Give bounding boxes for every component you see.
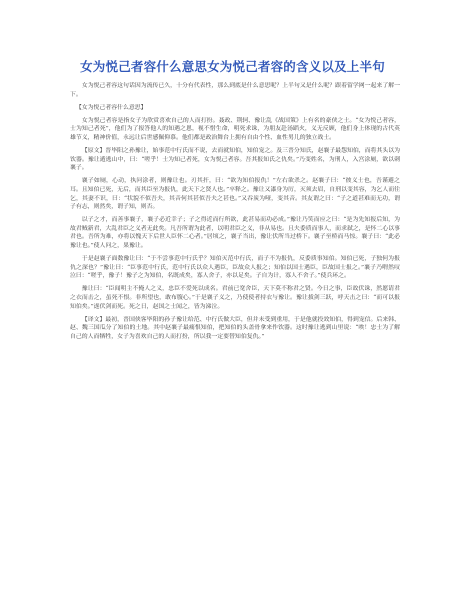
original-text-paragraph-5: 豫让曰：“臣闻明主不掩人之义，忠臣不爱死以成名。君前已宽舍臣，天下莫不称君之贤。今日之事，臣故伏诛，然愿请君之衣而击之，虽死不恨。非所望也，敢布腹心。”于是襄子义之，乃使使者持衣与豫让。豫让拔剑三跃，呼天击之曰：“而可以报知伯矣。”遂伏剑而死。死之日，赵国之士闻之，皆为涕泣。	[70, 286, 400, 310]
section-heading: 【女为悦己者容什么意思】	[75, 104, 147, 111]
meaning-paragraph: 女为悦己者容是指女子为欣赏喜欢自己的人而打扮。聂政、荆轲、豫让乱《战国策》上有名的豪侠之士。“女为悦己者容，士为知己者死”，他们为了报答他人的知遇之恩，视不惜生命，明死求诛，为朋友赴汤蹈火，义无反顾，他们身上体现的古代英雄节义，精神价值，永远让后世感佩仰慕。他们都是政治舞台上拥有自由个性、血性男儿的独立战士。	[70, 117, 400, 141]
original-text-paragraph-2: 襄子如厕，心动，执问涂者，则豫让也。刃其扞，曰：“欲为知伯报仇！”左右欲杀之。赵襄子曰：“彼义士也，吾谨避之耳。且知伯已死，无后，而其臣至为报仇，此天下之贤人也。”卒释之。豫让又漆身为厉，灭须去眉，自刑以变其容，为乞人而往乞，其妻不识，曰：“状貌不似吾夫，其音何其甚似吾夫之甚也。”又吞炭为哑，变其音。其友谓之曰：“子之道甚难而无功，谓子有志，则然矣，谓子知，则否。	[70, 178, 400, 211]
page-title: 女为悦己者容什么意思女为悦己者容的含义以及上半句	[80, 59, 385, 74]
original-text-paragraph-4: 于是赵襄子面数豫让曰：“于不尝事范中行氏乎？知伯灭范中行氏，而子不为报仇，反委质事知伯。知伯已死，子独何为报仇之深也？”豫让曰：“臣事范中行氏，范中行氏以众人遇臣，臣故众人报之；知伯以国士遇臣，臣故国士报之。”襄子乃喟然叹泣曰：“嗟乎，豫子！豫子之为知伯，名既成矣，寡人舍子，亦以足矣。子自为计，寡人不舍子。”使兵环之。	[70, 256, 400, 280]
intro-paragraph: 女为悦己者容这句话因为流传已久，十分有代表性，那么到底是什么意思呢？上半句又是什么呢？跟着留学网一起来了解一下。	[70, 83, 400, 98]
translation-paragraph: 【译文】最初，晋国侠客毕阳的孙子豫让给范、中行氏做大臣，但并未受到重用，于是他就投效知伯，得到宠信。后来韩、赵、魏三国瓜分了知伯的土地。其中赵襄子最痛恨知伯，把知伯的头盖骨拿来作饮器。这时豫让逃到山里说：“唉！忠士为了解自己的人而牺牲，女子为喜欢自己的人而打扮，所以我一定要替知伯复仇。”	[70, 316, 400, 340]
original-text-paragraph: 【原文】晋毕阳之孙豫让，始事范中行氏而不说，去而就知伯，知伯宠之。及三晋分知氏，赵襄子最怨知伯，而将其头以为饮器。豫让遁逃山中，曰：“嗟乎！士为知己者死，女为悦己者容。吾其报知氏之仇矣。”乃变姓名，为刑人，入宫涂厕，欲以刺襄子。	[70, 148, 400, 172]
article-body	[70, 82, 400, 346]
original-text-paragraph-3: 以子之才，而善事襄子，襄子必近幸子；子之得近而行所欲，此甚易而功必成。”豫让乃笑而应之曰：“是为先知报后知，为故君贼新君，大乱君臣之义者无此矣。凡吾所谓为此者，以明君臣之义，非从易也。且夫委质而事人，而求弑之，是怀二心以事君也。吾所为难，亦将以愧天下后世人臣怀二心者。”居顷之，襄子当出，豫让伏所当过桥下。襄子至桥而马惊。襄子曰：“此必豫让也。”使人问之，果豫让。	[70, 217, 400, 249]
